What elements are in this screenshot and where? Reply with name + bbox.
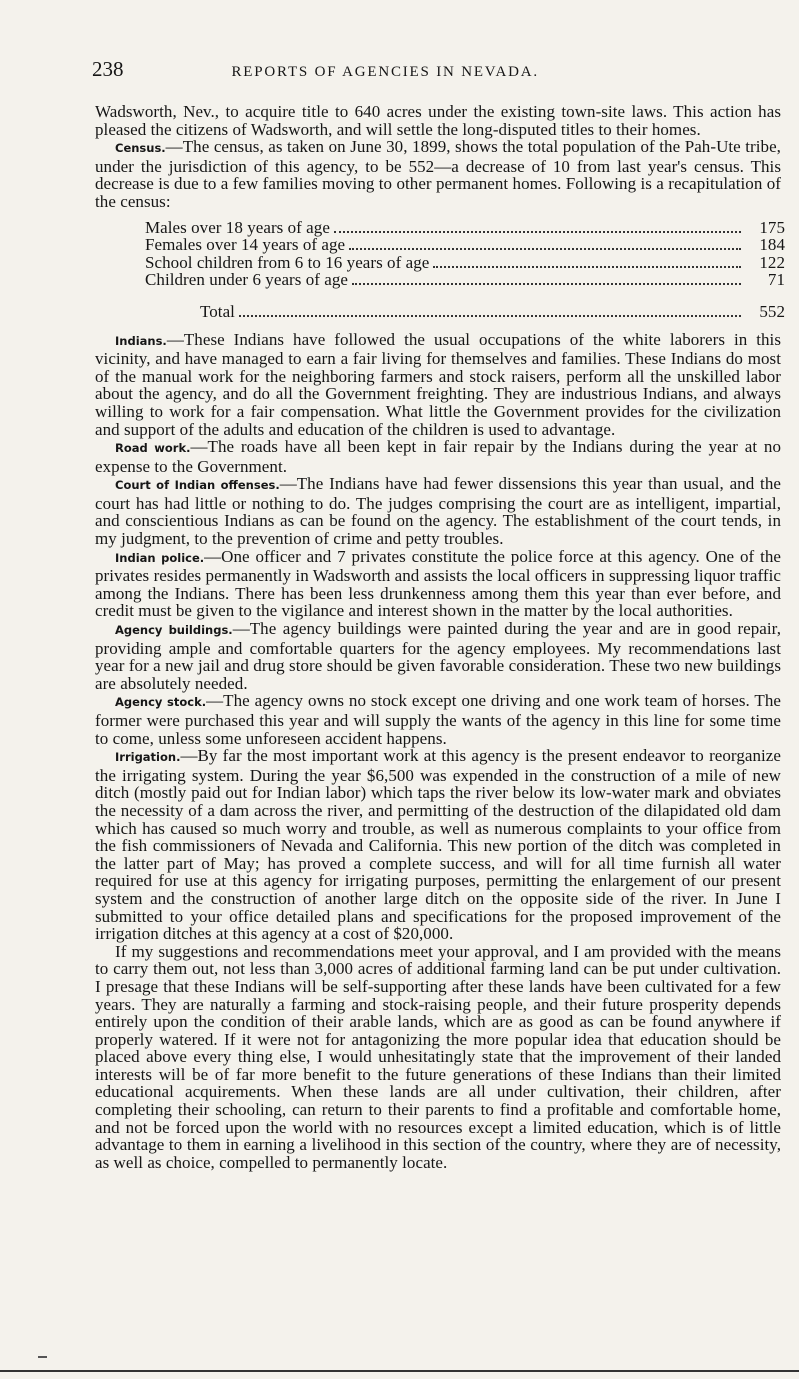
census-total-value: 552	[759, 301, 785, 321]
section-heading: Census.	[115, 141, 166, 156]
section-text: —The roads have all been kept in fair repair by the Indians during the year at no expense to the Government.	[95, 437, 782, 476]
section-text: —The agency buildings were painted during the year and are in good repair, providing ample and comfortable quarters for the agency employees. My recommendations last year for a new jail and drug store should be given favorable consideration. These two new buildings are absolutely needed.	[95, 619, 782, 693]
section-text: —These Indians have followed the usual occupations of the white laborers in this vicinity, and have managed to earn a fair living for themselves and families. These Indians do most of the manual work for the neighboring farmers and stock raisers, perform all the unskilled labor about the agency, and do all the Government freighting. They are industrious Indians, and always willing to work for a fair compensation. What little the Government provides for the civilization and support of the adults and education of the children is used to advantage.	[95, 329, 781, 439]
section-heading: Court of Indian offenses.	[115, 478, 280, 493]
section-text: —The Indians have had fewer dissensions this year than usual, and the court has had little or nothing to do. The judges comprising the court are as intelligent, impartial, and conscientious Indians as can be found on the agency. The establishment of the court tends, in my judgment, to the prevention of crime and petty troubles.	[95, 474, 781, 549]
census-row	[145, 219, 785, 237]
section-heading: Indian police.	[115, 550, 205, 565]
section-heading: Agency buildings.	[115, 623, 233, 638]
section-irrigation	[95, 747, 781, 943]
section-buildings	[95, 620, 781, 692]
running-head: REPORTS OF AGENCIES IN NEVADA.	[231, 64, 539, 80]
census-row	[145, 254, 785, 272]
body-text	[95, 102, 785, 1172]
census-label: School children from 6 to 16 years of age	[145, 252, 430, 272]
census-label: Males over 18 years of age	[145, 217, 330, 237]
census-total-row	[145, 303, 785, 321]
census-total-label: Total	[200, 301, 235, 321]
census-row	[145, 271, 785, 289]
census-value: 122	[759, 252, 785, 272]
closing-paragraph: If my suggestions and recommendations meet your approval, and I am provided with the means to carry them out, not less than 3,000 acres of additional farming land can be put under cultivation. I presage that these Indians will be self-supporting after these lands have been cultivated for a few years. They are naturally a farming and stock-raising people, and their future prosperity depends entirely upon the condition of their arable lands, which are as good as can be found anywhere if properly watered. If it were not for antagonizing the more popular idea that education should be placed above every thing else, I would unhesitatingly state that the improvement of their landed interests will be of far more benefit to the future generations of these Indians than their limited educational acquirements. When these lands are all under cultivation, their children, after completing their schooling, can return to their parents to find a profitable and comfortable home, and not be forced upon the world with no resources except a limited education, which is of little advantage to them in earning a livelihood in this section of the country, where they are of necessity, as well as choice, compelled to permanently locate.	[95, 941, 781, 1172]
page-number: 238	[92, 57, 124, 81]
section-indians	[95, 331, 781, 439]
section-heading: Agency stock.	[115, 695, 207, 710]
section-heading: Indians.	[115, 333, 167, 348]
scan-speck	[38, 1356, 47, 1358]
dot-leader	[239, 315, 741, 317]
intro-paragraph: Wadsworth, Nev., to acquire title to 640 acres under the existing town-site laws. This action has pleased the citizens of Wadsworth, and will settle the long-disputed titles to their homes.	[95, 102, 781, 139]
dot-leader	[433, 266, 741, 268]
dot-leader	[334, 231, 741, 233]
section-heading: Irrigation.	[115, 750, 181, 765]
census-table	[145, 219, 785, 321]
section-heading: Road work.	[115, 441, 191, 456]
section-court	[95, 475, 781, 547]
section-police	[95, 548, 781, 620]
page-header	[92, 57, 612, 82]
section-text: —By far the most important work at this agency is the present endeavor to reorganize the irrigating system. During the year $6,500 was expended in the construction of a mile of new ditch (mostly paid out for Indian labor) which taps the river below its low-water mark and obviates the necessity of a dam across the river, and permitting of the destruction of the dilapidated old dam which has caused so much worry and trouble, as well as numerous complaints to your office from the fish commissioners of Nevada and California. This new portion of the ditch was completed in the latter part of May; has proved a complete success, and will for all time furnish all water required for use at this agency for irrigating purposes, permitting the enlargement of our present system and the construction of another large ditch on the opposite side of the river. In June I submitted to your office detailed plans and specifications for the proposed improvement of the irrigation ditches at this agency at a cost of $20,000.	[95, 746, 781, 944]
census-value: 71	[767, 270, 785, 290]
section-text: —One officer and 7 privates constitute the police force at this agency. One of the privates resides permanently in Wadsworth and assists the local officers in suppressing liquor traffic among the Indians. There has been less drunkenness among them this year than ever before, and credit must be given to the vigilance and interest shown in the matter by the local authorities.	[95, 546, 781, 621]
page-bottom-rule	[0, 1370, 799, 1372]
census-value: 184	[759, 235, 785, 255]
census-label: Females over 14 years of age	[145, 235, 346, 255]
census-paragraph	[95, 138, 781, 210]
dot-leader	[349, 248, 741, 250]
section-stock	[95, 692, 781, 747]
dot-leader	[352, 283, 741, 285]
census-label: Children under 6 years of age	[145, 270, 349, 290]
census-value: 175	[759, 217, 785, 237]
census-row	[145, 236, 785, 254]
section-road-work	[95, 438, 781, 475]
section-text: —The census, as taken on June 30, 1899, shows the total population of the Pah-Ute tribe, under the jurisdiction of this agency, to be 552—a decrease of 10 from last year's census. This decrease is due to a few families moving to other permanent homes. Following is a recapitulation of the census:	[95, 137, 781, 211]
section-text: —The agency owns no stock except one driving and one work team of horses. The former were purchased this year and will supply the wants of the agency in this line for some time to come, unless some unforeseen accident happens.	[95, 691, 782, 748]
